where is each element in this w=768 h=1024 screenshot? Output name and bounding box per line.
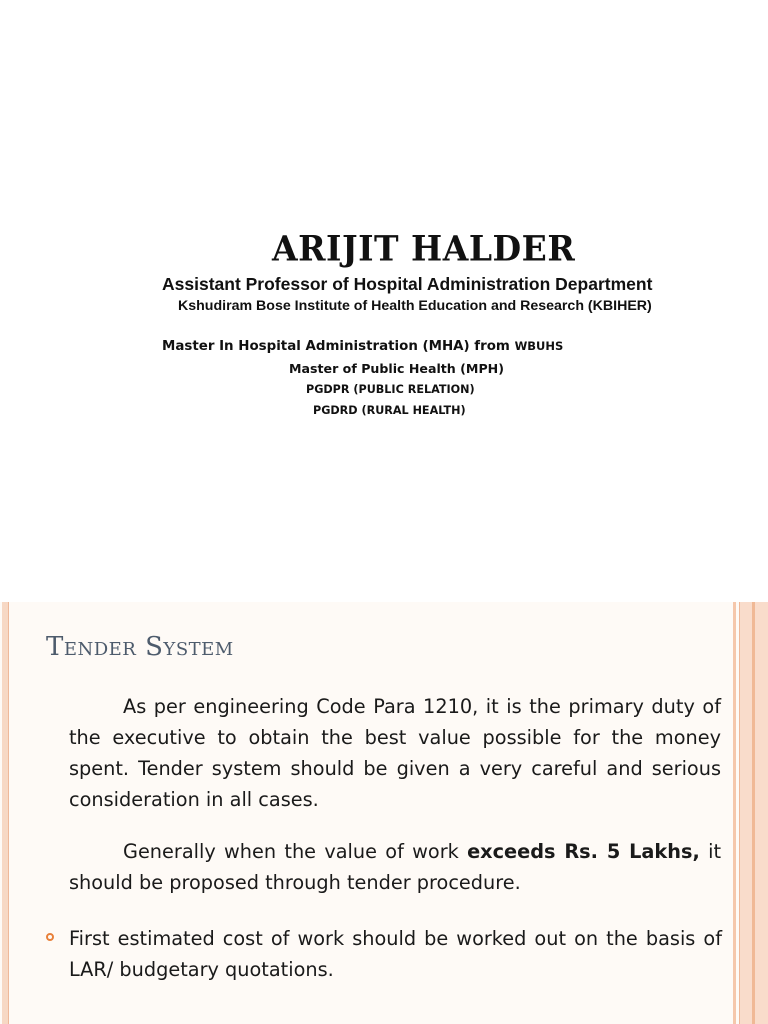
bullet-item (46, 923, 722, 985)
right-border-decoration-line (752, 602, 755, 1024)
para2-text-after: it should be proposed through tender procedure. (69, 840, 721, 894)
degree-mph: Master of Public Health (MPH) (289, 361, 504, 376)
degree-pgdpr: PGDPR (PUBLIC RELATION) (306, 383, 475, 396)
presenter-role: Assistant Professor of Hospital Administration Department (162, 274, 653, 294)
slide-title: Tender System (46, 632, 234, 662)
para2-bold-threshold: exceeds Rs. 5 Lakhs, (467, 840, 700, 863)
paragraph-engineering-code: As per engineering Code Para 1210, it is the primary duty of the executive to obtain the best value possible for the money spent. Tender system should be given a very careful and serious consideration in all cases. (69, 695, 721, 811)
degree-pgdrd: PGDRD (RURAL HEALTH) (313, 404, 466, 417)
content-slide (0, 602, 768, 1024)
degree-mha-org: WBUHS (514, 339, 564, 353)
presenter-institute: Kshudiram Bose Institute of Health Education and Research (KBIHER) (178, 298, 652, 314)
bullet-circle-icon (46, 933, 54, 941)
presenter-name: ARIJIT HALDER (272, 228, 576, 269)
bullet-text: First estimated cost of work should be worked out on the basis of LAR/ budgetary quotations. (69, 927, 722, 981)
right-border-decoration-inner (733, 602, 736, 1024)
paragraph-value-threshold (69, 836, 721, 898)
para2-text-before: Generally when the value of work (123, 840, 468, 863)
left-border-decoration (2, 602, 9, 1024)
degree-mha-text: Master In Hospital Administration (MHA) from (162, 339, 515, 354)
degree-mha (162, 339, 563, 354)
